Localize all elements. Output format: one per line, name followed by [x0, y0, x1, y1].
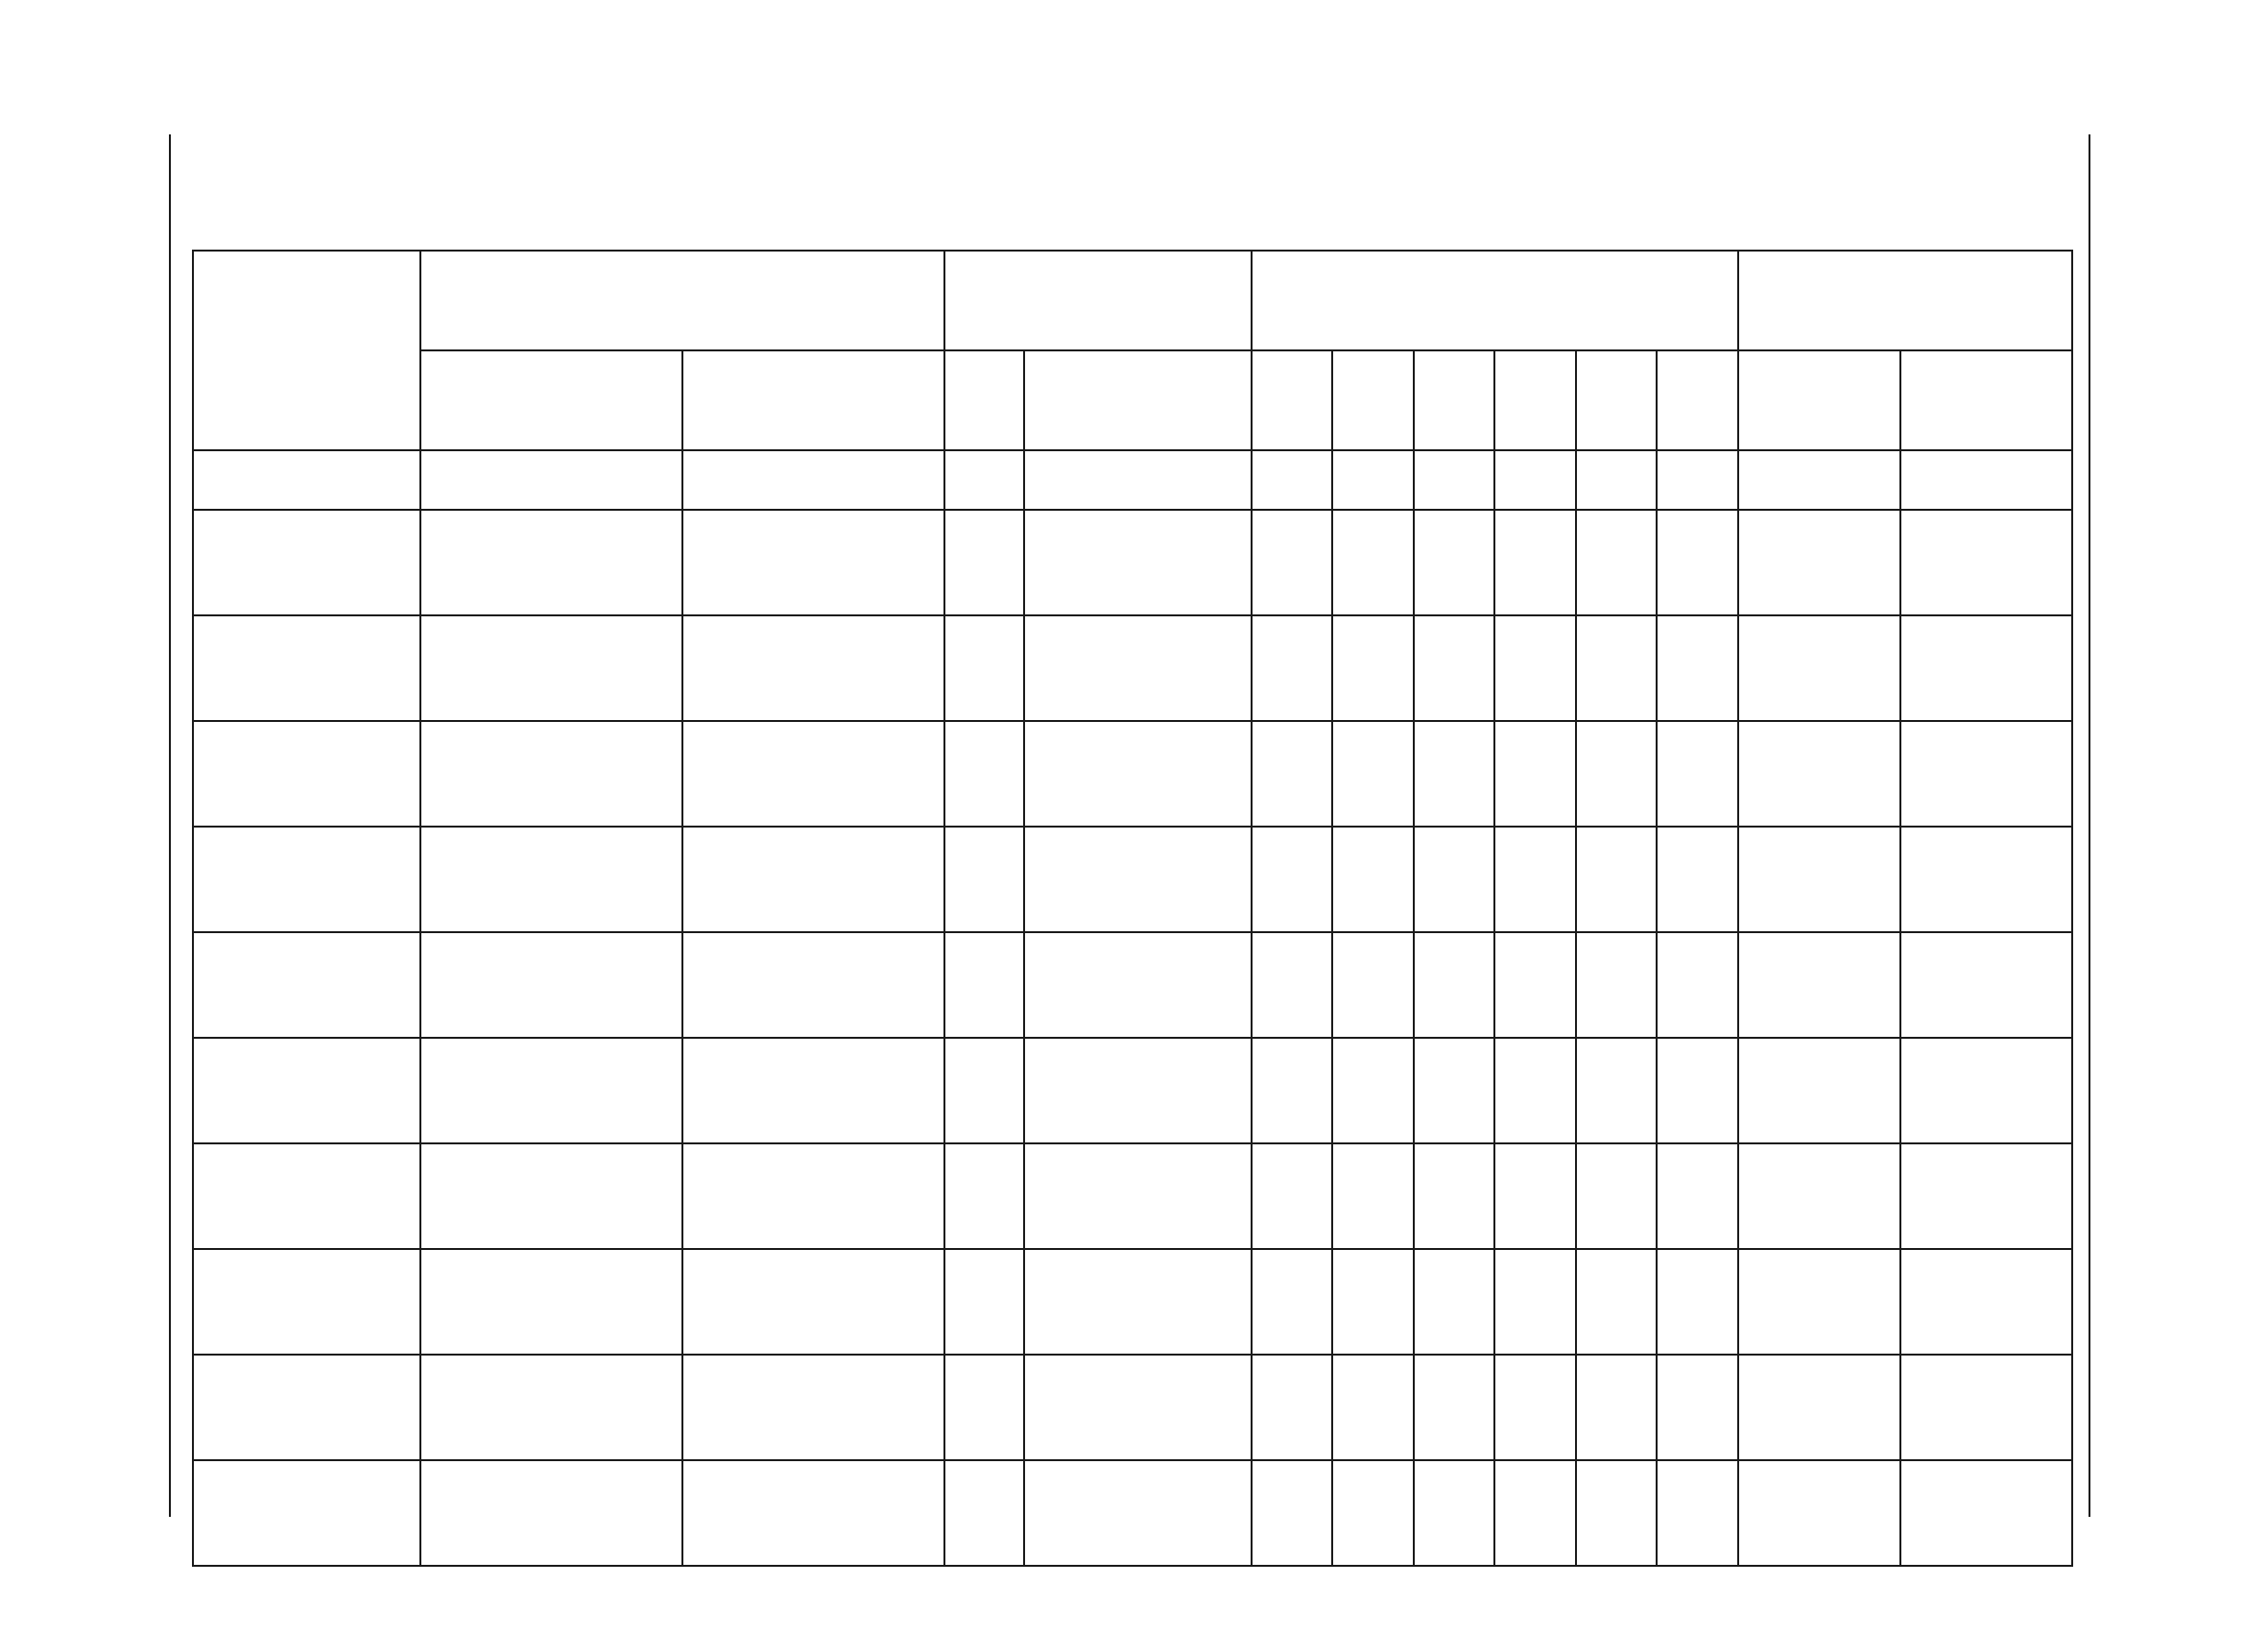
table-cell	[1576, 1143, 1658, 1249]
table-subheader-10	[1738, 350, 1900, 450]
table-row	[193, 1355, 2072, 1460]
table-body	[193, 510, 2072, 1566]
table-row	[193, 721, 2072, 827]
table-cell	[1900, 932, 2072, 1038]
table-subheader-2	[944, 350, 1023, 450]
table-cell	[1900, 1355, 2072, 1460]
table-cell	[1900, 1249, 2072, 1355]
table-cell	[420, 721, 682, 827]
table-column-number-1	[420, 450, 682, 510]
table-cell	[1252, 1355, 1333, 1460]
table-subheader-6	[1414, 350, 1495, 450]
table-cell	[1414, 1355, 1495, 1460]
table-cell	[1494, 721, 1576, 827]
table-cell	[944, 1355, 1023, 1460]
table-cell	[1738, 1460, 1900, 1566]
table-cell	[682, 1355, 944, 1460]
table-cell	[420, 1249, 682, 1355]
table-cell	[1332, 510, 1414, 615]
table-header-group-3	[1252, 251, 1738, 350]
table-cell	[1657, 615, 1738, 721]
table-cell	[682, 721, 944, 827]
table-column-number-4	[1024, 450, 1252, 510]
table-header-row-group	[193, 251, 2072, 350]
table-cell	[1332, 1038, 1414, 1143]
table-row	[193, 932, 2072, 1038]
table-cell	[193, 1355, 420, 1460]
table-cell	[420, 1355, 682, 1460]
table-cell	[944, 1143, 1023, 1249]
table-cell	[1252, 1143, 1333, 1249]
table-cell	[1414, 932, 1495, 1038]
table-column-number-9	[1576, 450, 1658, 510]
table-cell	[1657, 827, 1738, 932]
table-cell	[1657, 1460, 1738, 1566]
table-cell	[1414, 1249, 1495, 1355]
table-cell	[1738, 721, 1900, 827]
table-cell	[1332, 721, 1414, 827]
table-cell	[1576, 510, 1658, 615]
table-cell	[1414, 721, 1495, 827]
table-cell	[420, 932, 682, 1038]
table-subheader-5	[1332, 350, 1414, 450]
table-cell	[1494, 615, 1576, 721]
table-cell	[1332, 1460, 1414, 1566]
table-cell	[1332, 1143, 1414, 1249]
table-cell	[193, 615, 420, 721]
table-title	[192, 188, 2073, 236]
table-cell	[193, 510, 420, 615]
table-cell	[1494, 1038, 1576, 1143]
table-cell	[682, 827, 944, 932]
table-cell	[1576, 1249, 1658, 1355]
table-cell	[193, 1143, 420, 1249]
table-cell	[1252, 1249, 1333, 1355]
table-cell	[682, 1460, 944, 1566]
table-header-row-sub	[193, 350, 2072, 450]
table-cell	[1252, 615, 1333, 721]
table-cell	[1900, 1038, 2072, 1143]
table-column-number-11	[1738, 450, 1900, 510]
table-cell	[682, 615, 944, 721]
table-cell	[944, 932, 1023, 1038]
table-cell	[1738, 1355, 1900, 1460]
table-cell	[193, 1249, 420, 1355]
table-cell	[1576, 932, 1658, 1038]
table-cell	[944, 615, 1023, 721]
table-cell	[1657, 1355, 1738, 1460]
table-cell	[1414, 1143, 1495, 1249]
table-column-number-10	[1657, 450, 1738, 510]
table-cell	[1024, 721, 1252, 827]
table-cell	[1657, 1038, 1738, 1143]
table-column-number-12	[1900, 450, 2072, 510]
table-cell	[193, 1038, 420, 1143]
table-cell	[1738, 615, 1900, 721]
table-cell	[682, 1249, 944, 1355]
table-cell	[944, 827, 1023, 932]
table-cell	[1024, 1355, 1252, 1460]
table-cell	[944, 1249, 1023, 1355]
table-cell	[1576, 1460, 1658, 1566]
table-header-group-2	[944, 251, 1251, 350]
table-cell	[682, 1143, 944, 1249]
table-cell	[193, 721, 420, 827]
table-cell	[682, 510, 944, 615]
table-cell	[420, 827, 682, 932]
table-cell	[1657, 1143, 1738, 1249]
table-cell	[1252, 1038, 1333, 1143]
table-cell	[1494, 1143, 1576, 1249]
table-cell	[1024, 1038, 1252, 1143]
table-row	[193, 1038, 2072, 1143]
table-cell	[1657, 510, 1738, 615]
table-header-group-0	[193, 251, 420, 450]
table-cell	[1252, 827, 1333, 932]
table-cell	[1414, 510, 1495, 615]
table-cell	[420, 510, 682, 615]
table-cell	[1252, 510, 1333, 615]
table-cell	[944, 721, 1023, 827]
table-cell	[420, 1460, 682, 1566]
table-cell	[1494, 932, 1576, 1038]
table-subheader-3	[1024, 350, 1252, 450]
table-cell	[1738, 932, 1900, 1038]
table-cell	[1024, 1460, 1252, 1566]
table-cell	[1657, 1249, 1738, 1355]
table-row	[193, 1249, 2072, 1355]
table-cell	[682, 932, 944, 1038]
table-cell	[1738, 1038, 1900, 1143]
table-cell	[1738, 510, 1900, 615]
table-cell	[1332, 1249, 1414, 1355]
table-cell	[1576, 1355, 1658, 1460]
table-row	[193, 827, 2072, 932]
table-cell	[1900, 827, 2072, 932]
table-cell	[1494, 1355, 1576, 1460]
table-cell	[1900, 510, 2072, 615]
table-cell	[1738, 1249, 1900, 1355]
table-cell	[1414, 1038, 1495, 1143]
table-column-number-5	[1252, 450, 1333, 510]
table-cell	[1252, 1460, 1333, 1566]
table-cell	[1494, 1460, 1576, 1566]
table-cell	[1738, 1143, 1900, 1249]
table-cell	[944, 1038, 1023, 1143]
table-cell	[193, 932, 420, 1038]
table-column-number-3	[944, 450, 1023, 510]
table-cell	[1576, 827, 1658, 932]
table-row	[193, 615, 2072, 721]
table-subheader-4	[1252, 350, 1333, 450]
table-cell	[1900, 615, 2072, 721]
table-row	[193, 1460, 2072, 1566]
table-cell	[1576, 615, 1658, 721]
table-subheader-7	[1494, 350, 1576, 450]
left-margin-rule	[169, 134, 171, 1517]
table-cell	[1024, 1143, 1252, 1249]
table-cell	[420, 615, 682, 721]
table-cell	[682, 1038, 944, 1143]
table-row	[193, 510, 2072, 615]
table-cell	[1024, 615, 1252, 721]
table-cell	[1332, 615, 1414, 721]
table-cell	[1414, 827, 1495, 932]
table-cell	[420, 1038, 682, 1143]
table-cell	[1332, 1355, 1414, 1460]
table-cell	[944, 1460, 1023, 1566]
table-cell	[1332, 827, 1414, 932]
left-margin-note	[115, 134, 154, 1517]
right-margin-rule	[2089, 134, 2090, 1517]
table-cell	[1024, 510, 1252, 615]
table-cell	[1414, 1460, 1495, 1566]
table-cell	[1252, 721, 1333, 827]
table-column-number-2	[682, 450, 944, 510]
table-cell	[1332, 932, 1414, 1038]
table-cell	[1414, 615, 1495, 721]
table-cell	[193, 827, 420, 932]
table-subheader-8	[1576, 350, 1658, 450]
table-cell	[193, 1460, 420, 1566]
table-cell	[1657, 932, 1738, 1038]
table-cell	[1024, 827, 1252, 932]
table-label	[192, 134, 2073, 180]
table-cell	[1900, 721, 2072, 827]
table-subheader-11	[1900, 350, 2072, 450]
table-cell	[1024, 932, 1252, 1038]
table-column-number-6	[1332, 450, 1414, 510]
table-column-number-0	[193, 450, 420, 510]
table-cell	[1494, 1249, 1576, 1355]
table-header-group-1	[420, 251, 944, 350]
table-column-number-8	[1494, 450, 1576, 510]
right-margin-running-head	[2102, 134, 2140, 1517]
table-cell	[1252, 932, 1333, 1038]
table-cell	[420, 1143, 682, 1249]
table-cell	[1657, 721, 1738, 827]
data-table	[192, 250, 2073, 1567]
table-cell	[1024, 1249, 1252, 1355]
table-cell	[1900, 1460, 2072, 1566]
table-cell	[1576, 721, 1658, 827]
table-row	[193, 1143, 2072, 1249]
table-cell	[1494, 510, 1576, 615]
table-cell	[944, 510, 1023, 615]
table-header-group-4	[1738, 251, 2072, 350]
table-cell	[1494, 827, 1576, 932]
table-column-number-row	[193, 450, 2072, 510]
table-subheader-0	[420, 350, 682, 450]
table-cell	[1900, 1143, 2072, 1249]
table-column-number-7	[1414, 450, 1495, 510]
table-subheader-9	[1657, 350, 1738, 450]
table-cell	[1738, 827, 1900, 932]
table-cell	[1576, 1038, 1658, 1143]
table-header-block	[192, 134, 2073, 236]
table-subheader-1	[682, 350, 944, 450]
